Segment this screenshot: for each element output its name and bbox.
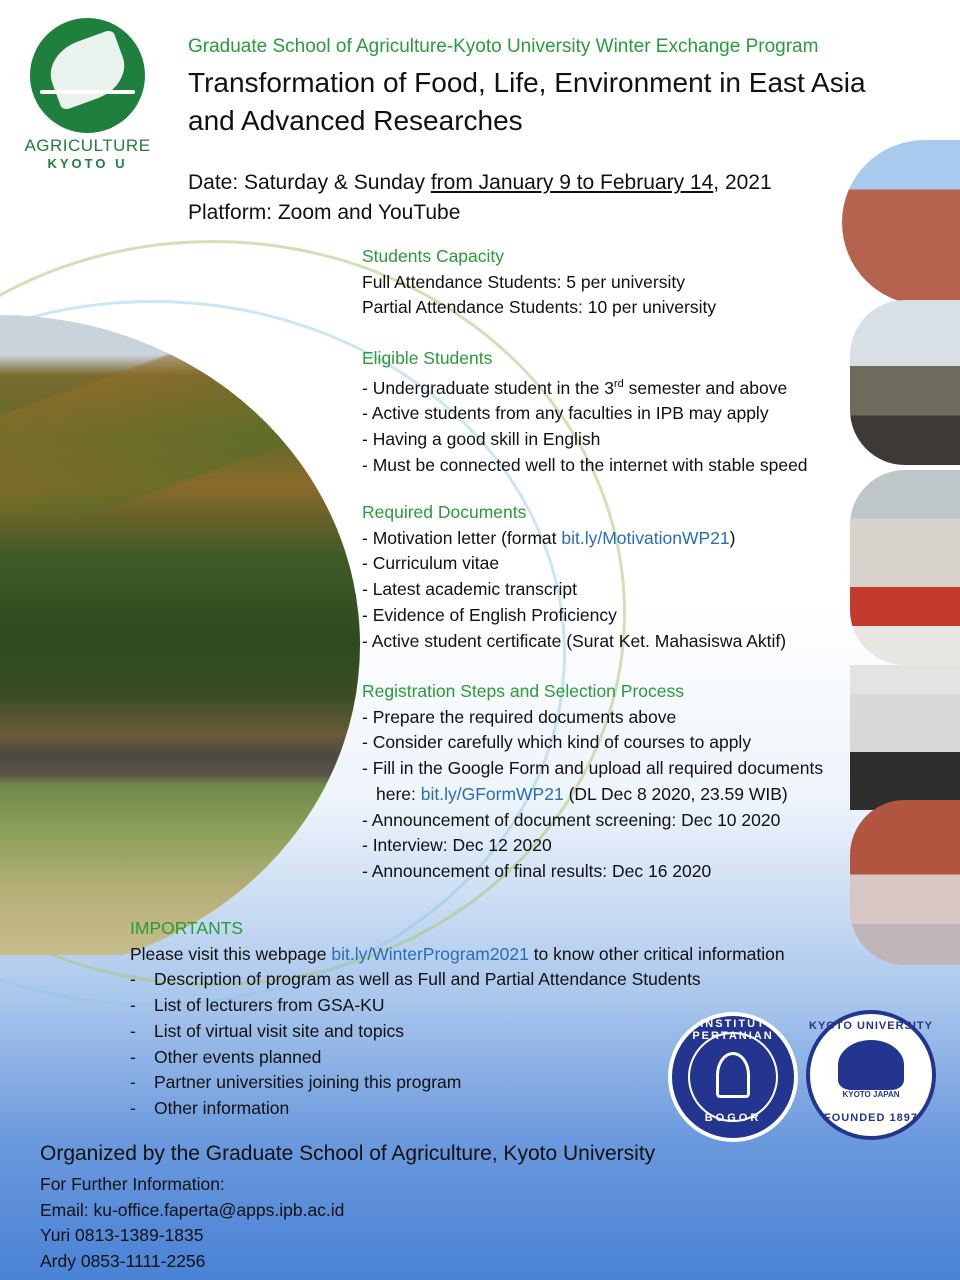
section-heading: Eligible Students [362, 348, 493, 368]
item-text: Partner universities joining this program [154, 1072, 462, 1093]
winter-program-link[interactable]: bit.ly/WinterProgram2021 [331, 943, 529, 964]
event-platform: Platform: Zoom and YouTube [188, 201, 461, 224]
date-year: , 2021 [713, 171, 772, 194]
contact-label: For Further Information: [40, 1174, 225, 1194]
event-date [188, 168, 772, 198]
item-text: - Motivation letter (format [362, 527, 562, 548]
dash-bullet: - [130, 995, 136, 1016]
item-text: Please visit this webpage [130, 943, 332, 964]
section-heading: Students Capacity [362, 246, 505, 266]
item-text: here: [376, 783, 421, 804]
item-text: ) [729, 527, 736, 548]
list-item [362, 526, 786, 552]
section-heading: Registration Steps and Selection Process [362, 681, 684, 701]
sprout-icon [716, 1052, 750, 1098]
list-item: - Interview: Dec 12 2020 [362, 835, 552, 856]
page-title [188, 64, 908, 140]
item-text: - Undergraduate student in the 3 [362, 377, 614, 398]
industrial-building-photo [850, 665, 960, 810]
list-item: - Announcement of final results: Dec 16 2020 [362, 860, 712, 881]
item-text: List of lecturers from GSA-KU [154, 995, 385, 1016]
dash-bullet: - [130, 1046, 136, 1067]
item-text: Other events planned [154, 1046, 322, 1067]
harvester-photo [850, 470, 960, 665]
list-item: - Latest academic transcript [362, 579, 577, 600]
list-item [130, 993, 785, 1019]
car-photo [850, 800, 960, 965]
visit-text [130, 942, 785, 968]
item-text: (DL Dec 8 2020, 23.59 WIB) [563, 783, 788, 804]
greenhouse-visitors-photo [850, 300, 960, 465]
dash-bullet: - [130, 1097, 136, 1118]
list-item: - Prepare the required documents above [362, 706, 677, 727]
title-line: and Advanced Researches [188, 105, 523, 136]
item-text: Other information [154, 1097, 290, 1118]
list-item [362, 372, 808, 402]
contact-email[interactable]: Email: ku-office.faperta@apps.ipb.ac.id [40, 1199, 345, 1220]
contact-phone: Yuri 0813-1389-1835 [40, 1225, 204, 1246]
logo-divider [40, 90, 135, 94]
list-item: Partial Attendance Students: 10 per university [362, 297, 717, 318]
list-item: - Fill in the Google Form and upload all required documents [362, 758, 824, 779]
list-item: - Announcement of document screening: Dec 10 2020 [362, 809, 781, 830]
title-line: Transformation of Food, Life, Environment in East Asia [188, 67, 866, 98]
ku-seal-text: KYOTO UNIVERSITY [809, 1020, 933, 1032]
ipb-seal-text: BOGOR [704, 1112, 762, 1124]
ipb-seal-text: INSTITUT PERTANIAN [692, 1018, 774, 1042]
item-text: semester and above [623, 377, 788, 398]
list-item: - Evidence of English Proficiency [362, 604, 617, 625]
ordinal-suffix: rd [613, 377, 624, 390]
google-form-link[interactable]: bit.ly/GFormWP21 [420, 783, 564, 804]
documents-section [362, 500, 786, 654]
list-item: - Consider carefully which kind of courses to apply [362, 732, 752, 753]
date-label: Date: Saturday & Sunday [188, 171, 431, 194]
logo-text: AGRICULTURE [24, 136, 151, 155]
registration-section [362, 679, 823, 885]
motivation-letter-link[interactable]: bit.ly/MotivationWP21 [561, 527, 730, 548]
contact-phone: Ardy 0853-1111-2256 [40, 1251, 206, 1272]
event-details [188, 168, 772, 228]
organizer: Organized by the Graduate School of Agriculture, Kyoto University [40, 1142, 656, 1165]
ku-seal-text: FOUNDED 1897 [824, 1112, 918, 1124]
list-item-continuation [362, 782, 823, 808]
item-text: Description of program as well as Full and Partial Attendance Students [154, 969, 701, 990]
contact-info [40, 1172, 344, 1275]
list-item: - Having a good skill in English [362, 428, 601, 449]
item-text: to know other critical information [528, 943, 785, 964]
dash-bullet: - [130, 1072, 136, 1093]
list-item: - Must be connected well to the internet with stable speed [362, 454, 808, 475]
date-range: from January 9 to February 14 [430, 171, 714, 194]
list-item: - Curriculum vitae [362, 553, 500, 574]
ku-seal-text: KYOTO JAPAN [842, 1090, 900, 1099]
dash-bullet: - [130, 1020, 136, 1041]
tree-icon [838, 1040, 904, 1090]
section-heading: Required Documents [362, 502, 527, 522]
capacity-section [362, 244, 716, 321]
clock-tower-photo [842, 140, 960, 305]
eligible-section [362, 346, 808, 478]
list-item: Full Attendance Students: 5 per university [362, 271, 685, 292]
item-text: List of virtual visit site and topics [154, 1020, 404, 1041]
list-item [130, 967, 785, 993]
list-item: - Active students from any faculties in IPB may apply [362, 403, 769, 424]
program-name: Graduate School of Agriculture-Kyoto University Winter Exchange Program [188, 36, 819, 57]
dash-bullet: - [130, 969, 136, 990]
logo-subtext: KYOTO U [47, 156, 128, 171]
section-heading: IMPORTANTS [130, 918, 244, 938]
list-item: - Active student certificate (Surat Ket. Mahasiswa Aktif) [362, 630, 787, 651]
